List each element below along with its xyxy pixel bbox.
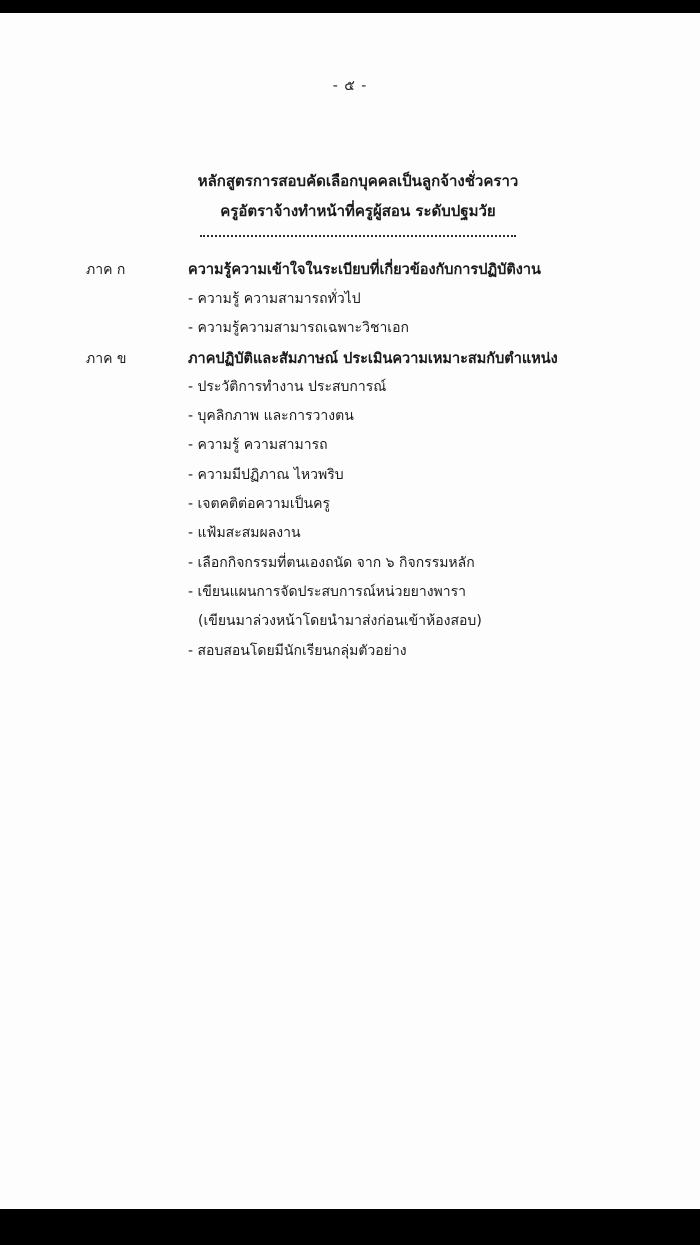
section-b-heading: ภาคปฏิบัติและสัมภาษณ์ ประเมินความเหมาะสมกับตำแหน่ง	[188, 351, 558, 367]
section-b-item: - แฟ้มสะสมผลงาน	[188, 525, 301, 541]
section-a-item: - ความรู้ความสามารถเฉพาะวิชาเอก	[188, 320, 409, 336]
document-title: หลักสูตรการสอบคัดเลือกบุคคลเป็นลูกจ้างชั่วคราว	[197, 172, 519, 190]
page-number: - ๕ -	[332, 78, 368, 94]
section-b-item: - เขียนแผนการจัดประสบการณ์หน่วยยางพารา	[188, 584, 467, 600]
section-b-label: ภาค ข	[86, 351, 127, 367]
section-a-label: ภาค ก	[86, 262, 126, 278]
section-b-item: - ประวัติการทำงาน ประสบการณ์	[188, 379, 387, 395]
section-b-item: - สอบสอนโดยมีนักเรียนกลุ่มตัวอย่าง	[188, 643, 407, 659]
document-page	[0, 13, 700, 1209]
section-b-item: - เจตคติต่อความเป็นครู	[188, 496, 330, 512]
document-subtitle: ครูอัตราจ้างทำหน้าที่ครูผู้สอน ระดับปฐมวัย	[220, 202, 496, 220]
section-a-item: - ความรู้ ความสามารถทั่วไป	[188, 291, 361, 307]
section-b-item-note: (เขียนมาล่วงหน้าโดยนำมาส่งก่อนเข้าห้องสอบ)	[198, 613, 482, 629]
section-b-item: - บุคลิกภาพ และการวางตน	[188, 408, 354, 424]
section-a-heading: ความรู้ความเข้าใจในระเบียบที่เกี่ยวข้องกับการปฏิบัติงาน	[188, 262, 541, 278]
section-b-item: - ความมีปฏิภาณ ไหวพริบ	[188, 467, 344, 483]
section-b-item: - เลือกกิจกรรมที่ตนเองถนัด จาก ๖ กิจกรรมหลัก	[188, 555, 475, 571]
dotted-divider	[200, 235, 516, 237]
section-b-item: - ความรู้ ความสามารถ	[188, 437, 328, 453]
